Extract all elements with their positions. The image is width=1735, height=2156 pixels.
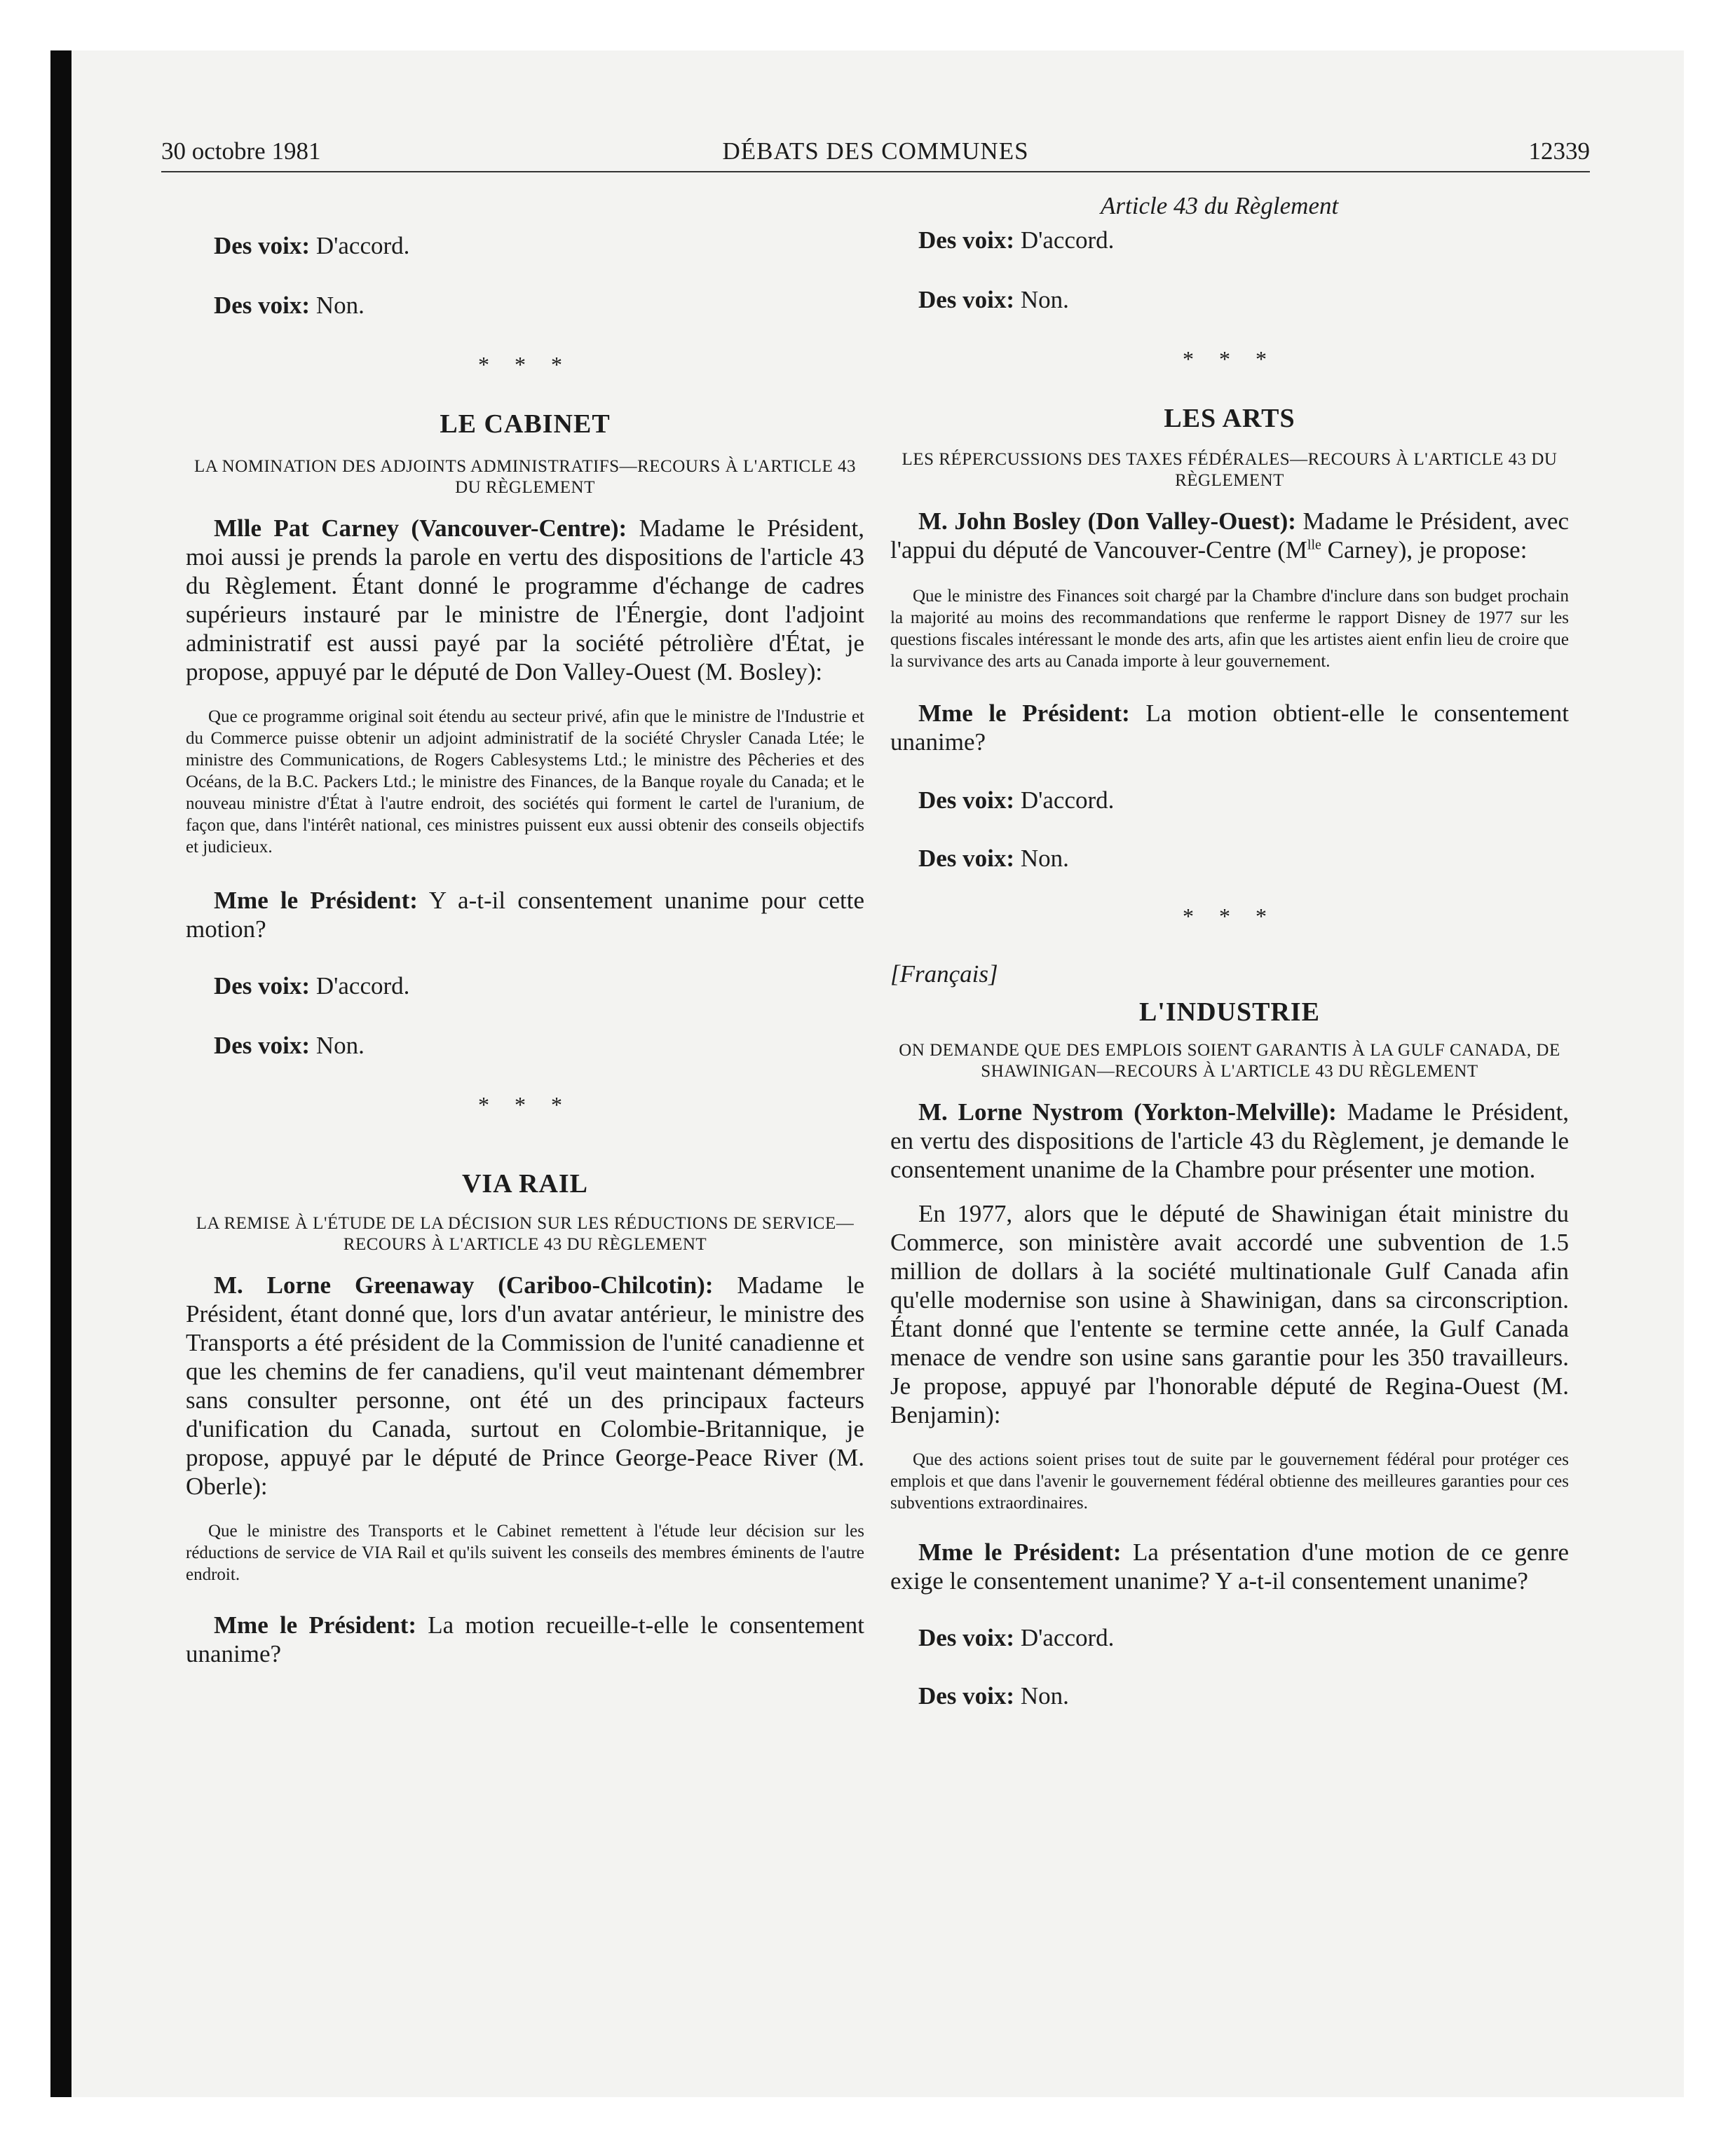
voices-line: Des voix: Non. [918, 845, 1069, 872]
language-tag: [Français] [890, 960, 998, 988]
motion-text: Que ce programme original soit étendu au secteur privé, afin que le ministre de l'Industrie et du Commerce puisse obtenir un adjoint administratif de la société Chrysler Canada Ltée; le ministre des Communications, de Rogers Cablesystems Ltd.; le ministre des Pêcheries et des Océans, de la B.C. Packers Ltd.; le ministre des Finances, de la Banque royale du Canada; et le nouveau ministre d'État à l'autre endroit, des sociétés qui forment le cartel de l'uranium, de façon que, dans l'intérêt national, ces ministres puissent eux aussi obtenir des conseils objectifs et judicieux. [186, 707, 864, 857]
section-heading: LES ARTS [1164, 404, 1295, 433]
section-subheading: LA NOMINATION DES ADJOINTS ADMINISTRATIFS—RECOURS À L'ARTICLE 43 DU RÈGLEMENT [193, 457, 857, 497]
section-subheading: LA REMISE À L'ÉTUDE DE LA DÉCISION SUR LES RÉDUCTIONS DE SERVICE—RECOURS À L'ARTICLE 43 DU RÈGLEMENT [196, 1214, 855, 1254]
voices-line: Des voix: D'accord. [214, 232, 410, 259]
voices-line: Des voix: Non. [214, 1032, 365, 1059]
section-separator: * * * [478, 352, 572, 377]
chair-question: Mme le Président: La motion obtient-elle le consentement unanime? [890, 700, 1569, 756]
section-heading: LE CABINET [440, 409, 611, 439]
voices-line: Des voix: Non. [918, 1682, 1069, 1710]
section-separator: * * * [1183, 903, 1277, 929]
section-subheading: LES RÉPERCUSSIONS DES TAXES FÉDÉRALES—RECOURS À L'ARTICLE 43 DU RÈGLEMENT [901, 450, 1558, 490]
voices-line: Des voix: D'accord. [918, 1624, 1115, 1651]
left-column [186, 184, 864, 1668]
voices-line: Des voix: Non. [918, 286, 1069, 313]
motion-text: Que le ministre des Finances soit chargé par la Chambre d'inclure dans son budget prochain la majorité au moins des recommandations que renferme le rapport Disney de 1977 sur les questions fiscales intéressant le monde des arts, afin que les artistes aient enfin lieu de croire que la survivance des arts au Canada importe à leur gouvernement. [890, 587, 1569, 671]
section-subheading: ON DEMANDE QUE DES EMPLOIS SOIENT GARANTIS À LA GULF CANADA, DE SHAWINIGAN—RECOURS À L'ARTICLE 43 DU RÈGLEMENT [899, 1041, 1560, 1081]
voices-line: Des voix: D'accord. [918, 786, 1115, 814]
chair-question: Mme le Président: La présentation d'une motion de ce genre exige le consentement unanime? Y a-t-il consentement unanime? [890, 1538, 1570, 1595]
section-separator: * * * [478, 1092, 572, 1117]
page-header [161, 133, 1590, 172]
section-separator: * * * [1183, 346, 1277, 371]
motion-text: Que le ministre des Transports et le Cabinet remettent à l'étude leur décision sur les réductions de service de VIA Rail et qu'ils suivent les conseils des membres éminents de l'autre endroit. [186, 1522, 864, 1584]
chair-question: Mme le Président: La motion recueille-t-elle le consentement unanime? [186, 1611, 864, 1667]
voices-line: Des voix: D'accord. [918, 226, 1115, 254]
page-number: 12339 [1528, 137, 1590, 165]
speech-paragraph: M. John Bosley (Don Valley-Ouest): Madame le Président, avec l'appui du député de Vancouver-Centre ($M^{lle}$ Carney), je propose: [890, 507, 1570, 564]
right-column [890, 184, 1569, 1710]
voices-line: Des voix: Non. [214, 292, 365, 319]
header-title: DÉBATS DES COMMUNES [722, 137, 1029, 165]
voices-line: Des voix: D'accord. [214, 972, 410, 999]
header-date: 30 octobre 1981 [161, 137, 321, 165]
section-heading: VIA RAIL [461, 1169, 589, 1199]
running-rule-reference: Article 43 du Règlement [1101, 192, 1339, 219]
motion-text: Que des actions soient prises tout de suite par le gouvernement fédéral pour protéger ces emplois et que dans l'avenir le gouvernement fédéral obtienne des meilleures garanties pour ces subventions extraordinaires. [890, 1450, 1569, 1513]
chair-question: Mme le Président: Y a-t-il consentement unanime pour cette motion? [186, 887, 864, 943]
section-heading: L'INDUSTRIE [1138, 997, 1321, 1027]
binding-edge [50, 50, 72, 2097]
speech-paragraph: M. Lorne Greenaway (Cariboo-Chilcotin): Madame le Président, étant donné que, lors d'un avatar antérieur, le ministre des Transports a été président de la Commission de l'unité canadienne et que les chemins de fer canadiens, qu'il veut maintenant démembrer sans consulter personne, ont été un des principaux facteurs d'unification du Canada, surtout en Colombie-Britannique, je propose, appuyé par le député de Prince George-Peace River (M. Oberle): [186, 1271, 864, 1500]
speech-paragraph: Mlle Pat Carney (Vancouver-Centre): Madame le Président, moi aussi je prends la parole en vertu des dispositions de l'article 43 du Règlement. Étant donné le programme d'échange de cadres supérieurs instauré par le ministre de l'Énergie, dont l'adjoint administratif est aussi payé par la société pétrolière d'État, je propose, appuyé par le député de Don Valley-Ouest (M. Bosley): [186, 514, 865, 685]
speech-paragraph: M. Lorne Nystrom (Yorkton-Melville): Madame le Président, en vertu des dispositions de l'article 43 du Règlement, je demande le consentement unanime de la Chambre pour présenter une motion. [890, 1098, 1569, 1183]
speech-paragraph: En 1977, alors que le député de Shawinigan était ministre du Commerce, son ministère avait accordé une subvention de 1.5 million de dollars à la société multinationale Gulf Canada afin qu'elle modernise son usine à Shawinigan, dans sa circonscription. Étant donné que l'entente se termine cette année, la Gulf Canada menace de vendre son usine sans garantie pour les 350 travailleurs. Je propose, appuyé par l'honorable député de Regina-Ouest (M. Benjamin): [890, 1200, 1569, 1428]
